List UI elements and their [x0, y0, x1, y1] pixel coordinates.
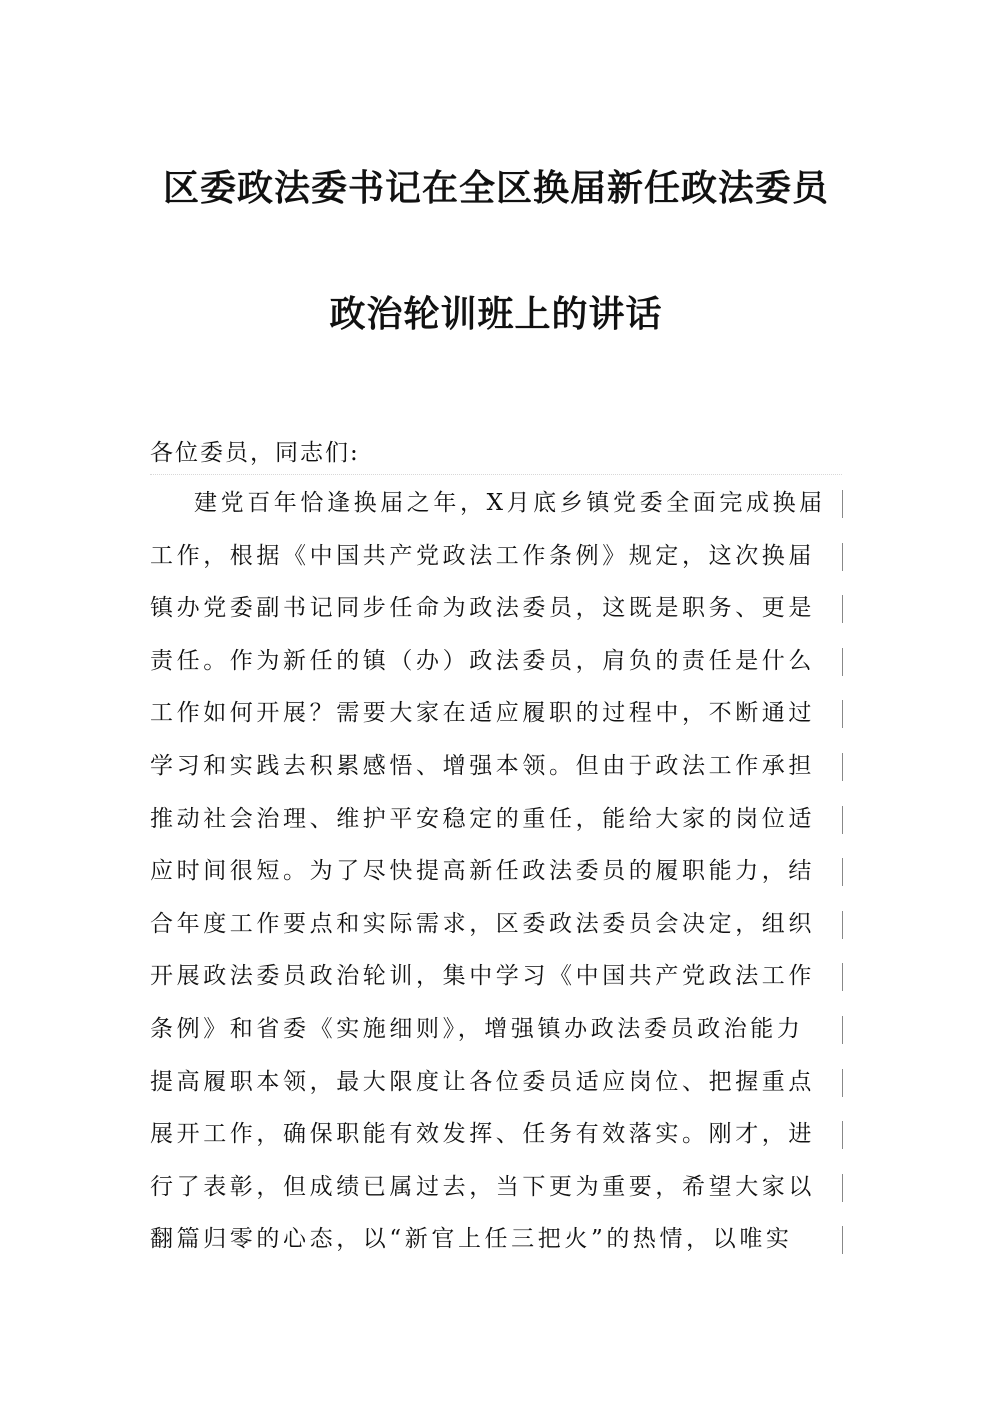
body-paragraph: [150, 484, 850, 1273]
line-edge-marker: [842, 1174, 843, 1202]
body-line-text: 合年度工作要点和实际需求，区委政法委员会决定，组织: [150, 910, 815, 937]
body-line-text: 工作如何开展？需要大家在适应履职的过程中，不断通过: [150, 700, 815, 727]
body-line: [150, 589, 850, 642]
line-edge-marker: [842, 1069, 843, 1097]
body-line: [150, 1220, 850, 1273]
salutation: 各位委员，同志们:: [150, 440, 360, 466]
body-line: [150, 852, 850, 905]
body-line-text: 推动社会治理、维护平安稳定的重任，能给大家的岗位适: [150, 805, 815, 832]
line-edge-marker: [842, 753, 843, 781]
line-edge-marker: [842, 1016, 843, 1044]
line-edge-marker: [842, 595, 843, 623]
body-line-text: 建党百年恰逢换届之年，X月底乡镇党委全面完成换届: [194, 490, 826, 516]
body-line: [150, 1063, 850, 1116]
line-edge-marker: [842, 911, 843, 939]
line-edge-marker: [842, 1121, 843, 1149]
body-line-text: 翻篇归零的心态，以“新官上任三把火”的热情，以唯实: [150, 1226, 793, 1253]
document-title-line-1: 区委政法委书记在全区换届新任政法委员: [162, 168, 829, 209]
body-line-text: 责任。作为新任的镇（办）政法委员，肩负的责任是什么: [150, 647, 815, 674]
body-line-text: 开展政法委员政治轮训，集中学习《中国共产党政法工作: [150, 963, 815, 990]
body-line-text: 展开工作，确保职能有效发挥、任务有效落实。刚才，进: [150, 1121, 815, 1148]
body-line: [150, 1115, 850, 1168]
document-title-line-2: 政治轮训班上的讲话: [329, 294, 663, 335]
body-line-text: 条例》和省委《实施细则》，增强镇办政法委员政治能力: [150, 1015, 804, 1042]
body-line: [150, 1010, 850, 1063]
body-line-text: 镇办党委副书记同步任命为政法委员，这既是职务、更是: [150, 595, 815, 622]
body-line: [150, 484, 850, 537]
body-line: [150, 905, 850, 958]
body-line: [150, 642, 850, 695]
line-edge-marker: [842, 1226, 843, 1254]
body-line-text: 学习和实践去积累感悟、增强本领。但由于政法工作承担: [150, 752, 815, 779]
line-edge-marker: [842, 700, 843, 728]
body-line-text: 工作，根据《中国共产党政法工作条例》规定，这次换届: [150, 542, 815, 569]
body-line: [150, 694, 850, 747]
line-edge-marker: [842, 806, 843, 834]
body-line: [150, 537, 850, 590]
line-edge-marker: [842, 963, 843, 991]
line-edge-marker: [842, 858, 843, 886]
body-line: [150, 747, 850, 800]
body-line-text: 提高履职本领，最大限度让各位委员适应岗位、把握重点: [150, 1068, 815, 1095]
body-line: [150, 800, 850, 853]
body-line-text: 应时间很短。为了尽快提高新任政法委员的履职能力，结: [150, 858, 815, 885]
dotted-divider: [150, 474, 842, 475]
line-edge-marker: [842, 648, 843, 676]
body-line-text: 行了表彰，但成绩已属过去，当下更为重要，希望大家以: [150, 1173, 815, 1200]
line-edge-marker: [842, 543, 843, 571]
line-edge-marker: [842, 490, 843, 518]
body-line: [150, 957, 850, 1010]
body-line: [150, 1168, 850, 1221]
